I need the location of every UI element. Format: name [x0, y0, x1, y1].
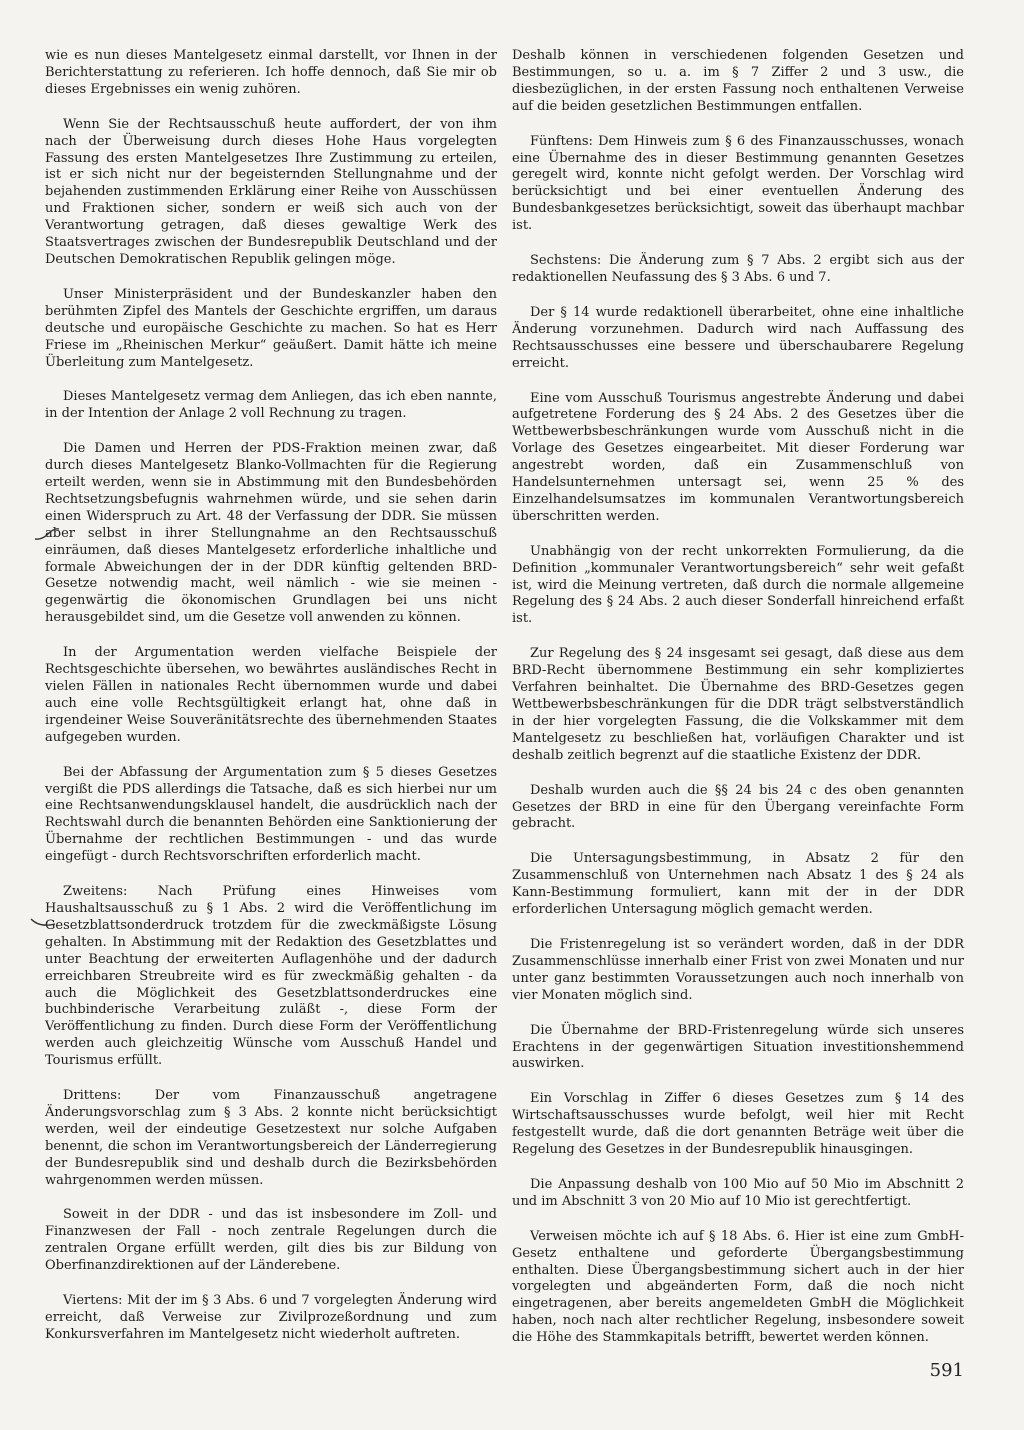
paragraph: In der Argumentation werden vielfache Beispiele der Rechtsgeschichte übersehen, wo bewährtes ausländisches Recht in vielen Fällen in nationales Recht übernommen wurde und dabei auch eine volle Rechtsgültigkeit erlangt hat, ohne daß in irgendeiner Weise Souveränitätsrechte des übernehmenden Staates aufgegeben wurden. — [45, 645, 497, 745]
paragraph: Deshalb wurden auch die §§ 24 bis 24 c des oben genannten Gesetzes der BRD in eine für den Übergang vereinfachte Form gebracht. — [512, 782, 964, 832]
paragraph: Ein Vorschlag in Ziffer 6 dieses Gesetzes zum § 14 des Wirtschaftsausschusses wurde befolgt, weil hier mit Recht festgestellt wurde, daß die dort genannten Beträge weit über die Regelung des Gesetzes in der Bundesrepublik hinausgingen. — [512, 1091, 964, 1158]
paragraph: Viertens: Mit der im § 3 Abs. 6 und 7 vorgelegten Änderung wird erreicht, daß Verweise zur Zivilprozeßordnung und zum Konkursverfahren im Mantelgesetz nicht wiederholt auftreten. — [45, 1293, 497, 1342]
paragraph: Bei der Abfassung der Argumentation zum § 5 dieses Gesetzes vergißt die PDS allerdings die Tatsache, daß es sich hierbei nur um eine Rechtsanwendungsklausel handelt, die ausdrücklich nach der Rechtswahl durch die benannten Behörden eine Sanktionierung der Übernahme der rechtlichen Bestimmungen - und das wurde eingefügt - durch Rechtsvorschriften erforderlich macht. — [45, 764, 497, 865]
paragraph: wie es nun dieses Mantelgesetz einmal darstellt, vor Ihnen in der Berichterstattung zu referieren. Ich hoffe dennoch, daß Sie mir ob dieses Ergebnisses ein wenig zuhören. — [45, 48, 497, 97]
paragraph: Drittens: Der vom Finanzausschuß angetragene Änderungsvorschlag zum § 3 Abs. 2 konnte nicht berücksichtigt werden, weil der eindeutige Gesetzestext nur solche Aufgaben benennt, die schon im Verantwortungsbereich der Länderregierung der Bundesrepublik sind und deshalb durch die Bezirksbehörden wahrgenommen werden müssen. — [45, 1088, 497, 1188]
paragraph: Die Fristenregelung ist so verändert worden, daß in der DDR Zusammenschlüsse innerhalb einer Frist von zwei Monaten und nur unter ganz bestimmten Voraussetzungen auch noch innerhalb von vier Monaten möglich sind. — [512, 936, 964, 1003]
left-column — [45, 48, 497, 1362]
margin-tick-mark — [34, 528, 60, 542]
paragraph: Deshalb können in verschiedenen folgenden Gesetzen und Bestimmungen, so u. a. im § 7 Ziffer 2 und 3 usw., die diesbezüglichen, in der ersten Fassung noch enthaltenen Verweise auf die beiden gesetzlichen Bestimmungen entfallen. — [512, 48, 964, 114]
paragraph: Wenn Sie der Rechtsausschuß heute auffordert, der von ihm nach der Überweisung durch dieses Hohe Haus vorgelegten Fassung des ersten Mantelgesetzes Ihre Zustimmung zu erteilen, ist er sich nicht nur der begeisternden Stellungnahme und der bejahenden zustimmenden Erklärung einer Reihe von Ausschüssen und Fraktionen sicher, sondern er weiß sich auch von der Verantwortung getragen, daß dieses gewaltige Werk des Staatsvertrages zwischen der Bundesrepublik Deutschland und der Deutschen Demokratischen Republik gelingen möge. — [45, 116, 497, 267]
paragraph: Unabhängig von der recht unkorrekten Formulierung, da die Definition „kommunaler Verantwortungsbereich“ sehr weit gefaßt ist, wird die Meinung vertreten, daß durch die normale allgemeine Regelung des § 24 Abs. 2 auch dieser Sonderfall hinreichend erfaßt ist. — [512, 543, 964, 627]
paragraph: Die Damen und Herren der PDS-Fraktion meinen zwar, daß durch dieses Mantelgesetz Blanko-Vollmachten für die Regierung erteilt werden, wenn sie in Abstimmung mit den Bundesbehörden Rechtsetzungsbefugnis wahrnehmen würde, und sie sehen darin einen Widerspruch zu Art. 48 der Verfassung der DDR. Sie müssen aber selbst in ihrer Stellungnahme an den Rechtsausschuß einräumen, daß dieses Mantelgesetz erforderliche inhaltliche und formale Abweichungen der in der DDR künftig geltenden BRD-Gesetze notwendig macht, weil nämlich - wie sie meinen - gegenwärtig die ökonomischen Grundlagen bei uns nicht herausgebildet sind, um die Gesetze voll anwenden zu können. — [45, 441, 497, 626]
paragraph: Die Anpassung deshalb von 100 Mio auf 50 Mio im Abschnitt 2 und im Abschnitt 3 von 20 Mio auf 10 Mio ist gerechtfertigt. — [512, 1176, 964, 1209]
paragraph: Soweit in der DDR - und das ist insbesondere im Zoll- und Finanzwesen der Fall - noch zentrale Regelungen durch die zentralen Organe erfüllt werden, gilt dies bis zur Bildung von Oberfinanzdirektionen auf der Länderebene. — [45, 1207, 497, 1274]
paragraph: Sechstens: Die Änderung zum § 7 Abs. 2 ergibt sich aus der redaktionellen Neufassung des § 3 Abs. 6 und 7. — [512, 253, 964, 285]
margin-tick-mark — [30, 916, 56, 930]
paragraph: Dieses Mantelgesetz vermag dem Anliegen, das ich eben nannte, in der Intention der Anlage 2 voll Rechnung zu tragen. — [45, 389, 497, 422]
paragraph: Die Untersagungsbestimmung, in Absatz 2 für den Zusammenschluß von Unternehmen nach Absatz 1 des § 24 als Kann-Bestimmung formuliert, kann mit der in der DDR erforderlichen Untersagung möglich gemacht werden. — [512, 851, 964, 918]
page-number: 591 — [929, 1360, 964, 1381]
paragraph: Fünftens: Dem Hinweis zum § 6 des Finanzausschusses, wonach eine Übernahme des in dieser Bestimmung genannten Gesetzes geregelt wird, konnte nicht gefolgt werden. Der Vorschlag wird berücksichtigt und bei einer eventuellen Änderung des Bundesbankgesetzes berücksichtigt, soweit das überhaupt machbar ist. — [512, 133, 964, 234]
right-column — [512, 48, 964, 1365]
paragraph: Der § 14 wurde redaktionell überarbeitet, ohne eine inhaltliche Änderung vorzunehmen. Dadurch wird nach Auffassung des Rechtsausschusses eine bessere und überschaubarere Regelung erreicht. — [512, 304, 964, 371]
paragraph: Die Übernahme der BRD-Fristenregelung würde sich unseres Erachtens in der gegenwärtigen Situation investitionshemmend auswirken. — [512, 1022, 964, 1072]
paragraph: Eine vom Ausschuß Tourismus angestrebte Änderung und dabei aufgetretene Forderung des § 24 Abs. 2 des Gesetzes über die Wettbewerbsbeschränkungen wurde vom Ausschuß nicht in die Vorlage des Gesetzes eingearbeitet. Mit dieser Forderung war angestrebt worden, daß ein Zusammenschluß von Handelsunternehmen untersagt sei, wenn 25 % des Einzelhandelsumsatzes im kommunalen Verantwortungsbereich überschritten werden. — [512, 390, 964, 524]
paragraph: Zur Regelung des § 24 insgesamt sei gesagt, daß diese aus dem BRD-Recht übernommene Bestimmung ein sehr kompliziertes Verfahren beinhaltet. Die Übernahme des BRD-Gesetzes gegen Wettbewerbsbeschränkungen für die DDR trägt selbstverständlich in der hier vorgelegten Fassung, die die Volkskammer mit dem Mantelgesetz zu beschließen hat, vorläufigen Charakter und ist deshalb zeitlich begrenzt auf die staatliche Existenz der DDR. — [512, 646, 964, 763]
paragraph: Verweisen möchte ich auf § 18 Abs. 6. Hier ist eine zum GmbH-Gesetz enthaltene und geforderte Übergangsbestimmung enthalten. Diese Übergangsbestimmung sichert auch in der hier vorgelegten und abgeänderten Form, daß die noch nicht eingetragenen, aber bereits angemeldeten GmbH die Möglichkeit haben, noch nach alter rechtlicher Regelung, insbesondere soweit die Höhe des Stammkapitals betrifft, bewertet werden können. — [512, 1228, 964, 1346]
paragraph: Unser Ministerpräsident und der Bundeskanzler haben den berühmten Zipfel des Mantels der Geschichte ergriffen, um daraus deutsche und europäische Geschichte zu machen. So hat es Herr Friese im „Rheinischen Merkur“ geäußert. Damit hätte ich meine Überleitung zum Mantelgesetz. — [45, 286, 497, 370]
paragraph: Zweitens: Nach Prüfung eines Hinweises vom Haushaltsausschuß zu § 1 Abs. 2 wird die Veröffentlichung im Gesetzblattsonderdruck trotzdem für die zweckmäßigste Lösung gehalten. In Abstimmung mit der Redaktion des Gesetzblattes und unter Beachtung der erweiterten Auflagenhöhe und der dadurch erreichbaren Streubreite wird es für zweckmäßig gehalten - da auch die Möglichkeit des Gesetzblattsonderdruckes eine buchbinderische Verarbeitung zuläßt -, diese Form der Veröffentlichung zu finden. Durch diese Form der Veröffentlichung werden auch gleichzeitig Wünsche vom Ausschuß Handel und Tourismus erfüllt. — [45, 884, 497, 1069]
